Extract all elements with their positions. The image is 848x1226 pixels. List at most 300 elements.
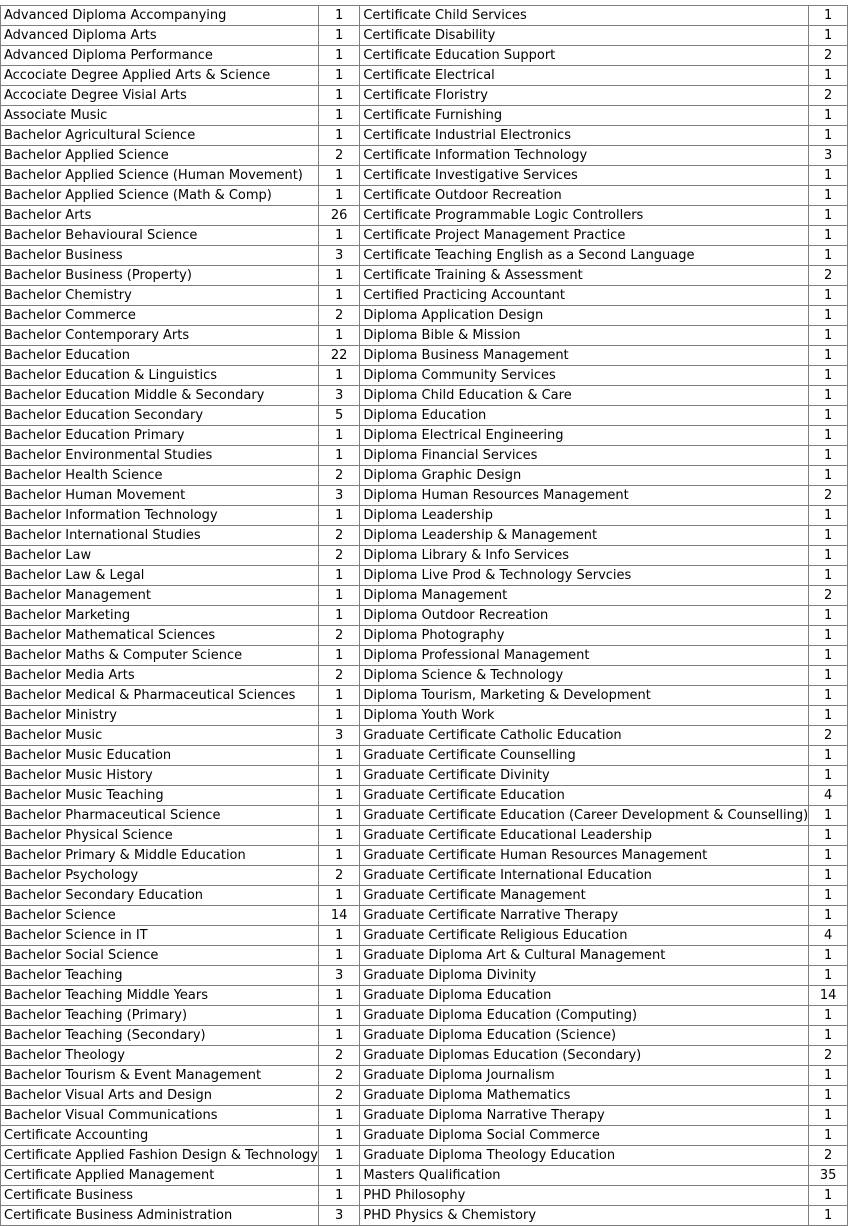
count-cell[interactable]: 1 — [809, 706, 848, 726]
qualification-cell[interactable]: Bachelor Behavioural Science — [1, 226, 319, 246]
count-cell[interactable]: 1 — [318, 1106, 359, 1126]
table-row — [1, 386, 848, 406]
count-cell[interactable]: 1 — [809, 346, 848, 366]
count-cell[interactable]: 1 — [809, 446, 848, 466]
qualification-cell[interactable]: Bachelor Business (Property) — [1, 266, 319, 286]
qualification-cell[interactable]: Graduate Certificate Educational Leadership — [360, 826, 809, 846]
table-row — [1, 406, 848, 426]
table-row — [1, 826, 848, 846]
qualification-cell[interactable]: Bachelor Applied Science (Human Movement) — [1, 166, 319, 186]
count-cell[interactable]: 1 — [809, 686, 848, 706]
qualification-cell[interactable]: Bachelor Secondary Education — [1, 886, 319, 906]
count-cell[interactable]: 1 — [809, 106, 848, 126]
count-cell[interactable]: 1 — [318, 746, 359, 766]
count-cell[interactable]: 1 — [809, 206, 848, 226]
count-cell[interactable]: 2 — [318, 306, 359, 326]
table-row — [1, 366, 848, 386]
qualification-cell[interactable]: Certificate Disability — [360, 26, 809, 46]
count-cell[interactable]: 2 — [809, 46, 848, 66]
qualification-cell[interactable]: Graduate Diploma Education — [360, 986, 809, 1006]
count-cell[interactable]: 1 — [809, 426, 848, 446]
table-row — [1, 6, 848, 26]
qualification-cell[interactable]: Graduate Diploma Education (Computing) — [360, 1006, 809, 1026]
count-cell[interactable]: 1 — [318, 426, 359, 446]
qualification-cell[interactable]: Bachelor Science in IT — [1, 926, 319, 946]
table-row — [1, 866, 848, 886]
table-row — [1, 66, 848, 86]
qualification-cell[interactable]: Certificate Industrial Electronics — [360, 126, 809, 146]
qualifications-table — [0, 5, 848, 1226]
qualification-cell[interactable]: Bachelor Psychology — [1, 866, 319, 886]
qualification-cell[interactable]: Certificate Business — [1, 1186, 319, 1206]
qualification-cell[interactable]: Graduate Diploma Social Commerce — [360, 1126, 809, 1146]
qualification-cell[interactable]: Bachelor Physical Science — [1, 826, 319, 846]
qualification-cell[interactable]: Diploma Education — [360, 406, 809, 426]
count-cell[interactable]: 1 — [809, 846, 848, 866]
table-row — [1, 1166, 848, 1186]
qualification-cell[interactable]: Certificate Information Technology — [360, 146, 809, 166]
count-cell[interactable]: 1 — [809, 1106, 848, 1126]
table-row — [1, 326, 848, 346]
qualification-cell[interactable]: Bachelor Chemistry — [1, 286, 319, 306]
table-row — [1, 926, 848, 946]
count-cell[interactable]: 1 — [809, 1006, 848, 1026]
count-cell[interactable]: 1 — [809, 286, 848, 306]
table-row — [1, 566, 848, 586]
qualification-cell[interactable]: Bachelor Education & Linguistics — [1, 366, 319, 386]
qualification-cell[interactable]: Certificate Programmable Logic Controllers — [360, 206, 809, 226]
table-row — [1, 146, 848, 166]
count-cell[interactable]: 2 — [318, 546, 359, 566]
count-cell[interactable]: 1 — [318, 686, 359, 706]
table-row — [1, 706, 848, 726]
qualification-cell[interactable]: Diploma Electrical Engineering — [360, 426, 809, 446]
table-row — [1, 746, 848, 766]
table-row — [1, 846, 848, 866]
qualification-cell[interactable]: Graduate Diplomas Education (Secondary) — [360, 1046, 809, 1066]
qualification-cell[interactable]: Bachelor International Studies — [1, 526, 319, 546]
qualification-cell[interactable]: Bachelor Teaching (Secondary) — [1, 1026, 319, 1046]
count-cell[interactable]: 1 — [318, 1126, 359, 1146]
count-cell[interactable]: 35 — [809, 1166, 848, 1186]
table-row — [1, 486, 848, 506]
qualification-cell[interactable]: Diploma Management — [360, 586, 809, 606]
qualification-cell[interactable]: Accociate Degree Applied Arts & Science — [1, 66, 319, 86]
table-row — [1, 526, 848, 546]
count-cell[interactable]: 4 — [809, 786, 848, 806]
table-row — [1, 686, 848, 706]
table-row — [1, 986, 848, 1006]
count-cell[interactable]: 2 — [809, 86, 848, 106]
table-row — [1, 946, 848, 966]
count-cell[interactable]: 1 — [809, 306, 848, 326]
count-cell[interactable]: 1 — [809, 526, 848, 546]
qualification-cell[interactable]: Certificate Business Administration — [1, 1206, 319, 1226]
qualification-cell[interactable]: Graduate Certificate International Education — [360, 866, 809, 886]
count-cell[interactable]: 3 — [318, 1206, 359, 1226]
qualification-cell[interactable]: Graduate Diploma Art & Cultural Management — [360, 946, 809, 966]
table-row — [1, 306, 848, 326]
qualification-cell[interactable]: Diploma Graphic Design — [360, 466, 809, 486]
qualification-cell[interactable]: Bachelor Visual Communications — [1, 1106, 319, 1126]
count-cell[interactable]: 1 — [318, 26, 359, 46]
count-cell[interactable]: 1 — [318, 506, 359, 526]
count-cell[interactable]: 2 — [318, 626, 359, 646]
table-row — [1, 626, 848, 646]
qualification-cell[interactable]: Diploma Application Design — [360, 306, 809, 326]
qualification-cell[interactable]: Certificate Electrical — [360, 66, 809, 86]
count-cell[interactable]: 1 — [809, 66, 848, 86]
count-cell[interactable]: 5 — [318, 406, 359, 426]
qualification-cell[interactable]: Bachelor Primary & Middle Education — [1, 846, 319, 866]
qualification-cell[interactable]: Bachelor Contemporary Arts — [1, 326, 319, 346]
table-row — [1, 586, 848, 606]
qualification-cell[interactable]: Diploma Community Services — [360, 366, 809, 386]
qualification-cell[interactable]: Diploma Business Management — [360, 346, 809, 366]
qualification-cell[interactable]: Bachelor Education Middle & Secondary — [1, 386, 319, 406]
count-cell[interactable]: 14 — [318, 906, 359, 926]
count-cell[interactable]: 1 — [318, 266, 359, 286]
count-cell[interactable]: 1 — [809, 826, 848, 846]
qualification-cell[interactable]: Bachelor Science — [1, 906, 319, 926]
count-cell[interactable]: 1 — [809, 906, 848, 926]
count-cell[interactable]: 1 — [809, 386, 848, 406]
count-cell[interactable]: 3 — [809, 146, 848, 166]
qualification-cell[interactable]: Graduate Certificate Management — [360, 886, 809, 906]
count-cell[interactable]: 2 — [318, 1086, 359, 1106]
qualification-cell[interactable]: Bachelor Education Primary — [1, 426, 319, 446]
count-cell[interactable]: 1 — [318, 986, 359, 1006]
qualification-cell[interactable]: Bachelor Commerce — [1, 306, 319, 326]
table-row — [1, 446, 848, 466]
count-cell[interactable]: 1 — [318, 886, 359, 906]
count-cell[interactable]: 1 — [318, 106, 359, 126]
table-row — [1, 766, 848, 786]
qualification-cell[interactable]: PHD Physics & Chemistory — [360, 1206, 809, 1226]
qualification-cell[interactable]: Bachelor Media Arts — [1, 666, 319, 686]
table-row — [1, 1006, 848, 1026]
qualification-cell[interactable]: Certificate Education Support — [360, 46, 809, 66]
table-row — [1, 1046, 848, 1066]
qualification-cell[interactable]: Certificate Training & Assessment — [360, 266, 809, 286]
count-cell[interactable]: 1 — [318, 286, 359, 306]
qualification-cell[interactable]: Bachelor Applied Science — [1, 146, 319, 166]
qualification-cell[interactable]: Bachelor Music History — [1, 766, 319, 786]
count-cell[interactable]: 1 — [809, 886, 848, 906]
qualification-cell[interactable]: Advanced Diploma Performance — [1, 46, 319, 66]
count-cell[interactable]: 1 — [318, 1006, 359, 1026]
qualification-cell[interactable]: Bachelor Tourism & Event Management — [1, 1066, 319, 1086]
qualification-cell[interactable]: Diploma Leadership — [360, 506, 809, 526]
count-cell[interactable]: 1 — [809, 166, 848, 186]
count-cell[interactable]: 1 — [318, 446, 359, 466]
count-cell[interactable]: 1 — [809, 1066, 848, 1086]
qualification-cell[interactable]: Graduate Certificate Catholic Education — [360, 726, 809, 746]
qualification-cell[interactable]: Bachelor Education — [1, 346, 319, 366]
count-cell[interactable]: 1 — [318, 326, 359, 346]
qualification-cell[interactable]: Bachelor Teaching (Primary) — [1, 1006, 319, 1026]
count-cell[interactable]: 1 — [809, 866, 848, 886]
count-cell[interactable]: 1 — [809, 1186, 848, 1206]
count-cell[interactable]: 1 — [809, 766, 848, 786]
count-cell[interactable]: 1 — [318, 1146, 359, 1166]
count-cell[interactable]: 1 — [318, 586, 359, 606]
qualification-cell[interactable]: Certificate Child Services — [360, 6, 809, 26]
qualification-cell[interactable]: Bachelor Arts — [1, 206, 319, 226]
qualification-cell[interactable]: Bachelor Music — [1, 726, 319, 746]
count-cell[interactable]: 1 — [809, 606, 848, 626]
table-row — [1, 1066, 848, 1086]
qualification-cell[interactable]: Diploma Photography — [360, 626, 809, 646]
qualification-cell[interactable]: Bachelor Social Science — [1, 946, 319, 966]
qualification-cell[interactable]: Bachelor Management — [1, 586, 319, 606]
table-row — [1, 966, 848, 986]
count-cell[interactable]: 1 — [809, 6, 848, 26]
count-cell[interactable]: 1 — [809, 546, 848, 566]
count-cell[interactable]: 1 — [809, 806, 848, 826]
qualification-cell[interactable]: Graduate Certificate Narrative Therapy — [360, 906, 809, 926]
qualification-cell[interactable]: Bachelor Education Secondary — [1, 406, 319, 426]
qualification-cell[interactable]: Bachelor Business — [1, 246, 319, 266]
qualification-cell[interactable]: Bachelor Agricultural Science — [1, 126, 319, 146]
table-row — [1, 46, 848, 66]
qualification-cell[interactable]: Graduate Diploma Journalism — [360, 1066, 809, 1086]
table-row — [1, 266, 848, 286]
qualification-cell[interactable]: Certificate Project Management Practice — [360, 226, 809, 246]
qualification-cell[interactable]: Graduate Diploma Divinity — [360, 966, 809, 986]
qualification-cell[interactable]: Bachelor Teaching — [1, 966, 319, 986]
count-cell[interactable]: 1 — [809, 646, 848, 666]
count-cell[interactable]: 1 — [318, 706, 359, 726]
qualification-cell[interactable]: Bachelor Law — [1, 546, 319, 566]
count-cell[interactable]: 2 — [318, 1066, 359, 1086]
qualification-cell[interactable]: Graduate Diploma Theology Education — [360, 1146, 809, 1166]
qualification-cell[interactable]: Bachelor Mathematical Sciences — [1, 626, 319, 646]
count-cell[interactable]: 4 — [809, 926, 848, 946]
count-cell[interactable]: 1 — [809, 966, 848, 986]
count-cell[interactable]: 1 — [318, 226, 359, 246]
count-cell[interactable]: 1 — [318, 786, 359, 806]
count-cell[interactable]: 3 — [318, 386, 359, 406]
table-row — [1, 106, 848, 126]
count-cell[interactable]: 14 — [809, 986, 848, 1006]
table-row — [1, 786, 848, 806]
qualification-cell[interactable]: Diploma Leadership & Management — [360, 526, 809, 546]
count-cell[interactable]: 1 — [318, 946, 359, 966]
qualification-cell[interactable]: Diploma Science & Technology — [360, 666, 809, 686]
qualification-cell[interactable]: Bachelor Health Science — [1, 466, 319, 486]
qualification-cell[interactable]: Certificate Accounting — [1, 1126, 319, 1146]
count-cell[interactable]: 1 — [318, 806, 359, 826]
table-row — [1, 186, 848, 206]
qualification-cell[interactable]: Graduate Diploma Narrative Therapy — [360, 1106, 809, 1126]
qualification-cell[interactable]: Masters Qualification — [360, 1166, 809, 1186]
qualification-cell[interactable]: Certificate Floristry — [360, 86, 809, 106]
qualification-cell[interactable]: Bachelor Music Education — [1, 746, 319, 766]
count-cell[interactable]: 1 — [809, 26, 848, 46]
qualification-cell[interactable]: Bachelor Applied Science (Math & Comp) — [1, 186, 319, 206]
qualification-cell[interactable]: Diploma Human Resources Management — [360, 486, 809, 506]
table-row — [1, 206, 848, 226]
count-cell[interactable]: 1 — [809, 1026, 848, 1046]
qualification-cell[interactable]: Certificate Furnishing — [360, 106, 809, 126]
count-cell[interactable]: 3 — [318, 486, 359, 506]
qualification-cell[interactable]: Accociate Degree Visial Arts — [1, 86, 319, 106]
count-cell[interactable]: 26 — [318, 206, 359, 226]
count-cell[interactable]: 1 — [318, 86, 359, 106]
qualification-cell[interactable]: Certificate Applied Fashion Design & Technology — [1, 1146, 319, 1166]
count-cell[interactable]: 1 — [809, 1086, 848, 1106]
table-row — [1, 226, 848, 246]
table-row — [1, 546, 848, 566]
qualification-cell[interactable]: Diploma Outdoor Recreation — [360, 606, 809, 626]
qualification-cell[interactable]: Bachelor Teaching Middle Years — [1, 986, 319, 1006]
count-cell[interactable]: 1 — [809, 466, 848, 486]
count-cell[interactable]: 2 — [809, 726, 848, 746]
count-cell[interactable]: 3 — [318, 966, 359, 986]
qualification-cell[interactable]: Certificate Outdoor Recreation — [360, 186, 809, 206]
qualification-cell[interactable]: Certified Practicing Accountant — [360, 286, 809, 306]
count-cell[interactable]: 1 — [809, 1126, 848, 1146]
count-cell[interactable]: 2 — [318, 1046, 359, 1066]
table-row — [1, 126, 848, 146]
qualification-cell[interactable]: Certificate Applied Management — [1, 1166, 319, 1186]
qualification-cell[interactable]: Graduate Diploma Mathematics — [360, 1086, 809, 1106]
qualification-cell[interactable]: Advanced Diploma Accompanying — [1, 6, 319, 26]
count-cell[interactable]: 1 — [318, 1186, 359, 1206]
qualification-cell[interactable]: Graduate Diploma Education (Science) — [360, 1026, 809, 1046]
count-cell[interactable]: 1 — [318, 66, 359, 86]
table-row — [1, 1206, 848, 1226]
qualification-cell[interactable]: Diploma Bible & Mission — [360, 326, 809, 346]
qualification-cell[interactable]: Diploma Library & Info Services — [360, 546, 809, 566]
count-cell[interactable]: 1 — [318, 126, 359, 146]
count-cell[interactable]: 1 — [809, 626, 848, 646]
qualification-cell[interactable]: Graduate Certificate Religious Education — [360, 926, 809, 946]
qualification-cell[interactable]: Bachelor Maths & Computer Science — [1, 646, 319, 666]
qualification-cell[interactable]: Diploma Tourism, Marketing & Development — [360, 686, 809, 706]
count-cell[interactable]: 3 — [318, 246, 359, 266]
qualification-cell[interactable]: Diploma Professional Management — [360, 646, 809, 666]
table-row — [1, 906, 848, 926]
count-cell[interactable]: 2 — [809, 1146, 848, 1166]
qualification-cell[interactable]: Bachelor Visual Arts and Design — [1, 1086, 319, 1106]
qualification-cell[interactable]: Advanced Diploma Arts — [1, 26, 319, 46]
table-row — [1, 286, 848, 306]
count-cell[interactable]: 1 — [318, 1166, 359, 1186]
count-cell[interactable]: 1 — [318, 166, 359, 186]
count-cell[interactable]: 1 — [809, 666, 848, 686]
count-cell[interactable]: 1 — [318, 366, 359, 386]
count-cell[interactable]: 1 — [318, 846, 359, 866]
qualification-cell[interactable]: Diploma Financial Services — [360, 446, 809, 466]
count-cell[interactable]: 2 — [318, 466, 359, 486]
count-cell[interactable]: 1 — [809, 946, 848, 966]
qualification-cell[interactable]: Bachelor Marketing — [1, 606, 319, 626]
qualification-cell[interactable]: Graduate Certificate Counselling — [360, 746, 809, 766]
qualification-cell[interactable]: Bachelor Environmental Studies — [1, 446, 319, 466]
count-cell[interactable]: 3 — [318, 726, 359, 746]
count-cell[interactable]: 2 — [318, 666, 359, 686]
count-cell[interactable]: 1 — [809, 746, 848, 766]
count-cell[interactable]: 1 — [318, 826, 359, 846]
count-cell[interactable]: 1 — [809, 126, 848, 146]
qualification-cell[interactable]: Graduate Certificate Education (Career Development & Counselling) — [360, 806, 809, 826]
count-cell[interactable]: 1 — [318, 606, 359, 626]
qualification-cell[interactable]: Diploma Youth Work — [360, 706, 809, 726]
count-cell[interactable]: 2 — [809, 586, 848, 606]
qualification-cell[interactable]: Bachelor Ministry — [1, 706, 319, 726]
table-row — [1, 466, 848, 486]
count-cell[interactable]: 1 — [809, 406, 848, 426]
count-cell[interactable]: 22 — [318, 346, 359, 366]
qualification-cell[interactable]: Diploma Live Prod & Technology Servcies — [360, 566, 809, 586]
qualification-cell[interactable]: Graduate Certificate Human Resources Management — [360, 846, 809, 866]
count-cell[interactable]: 1 — [809, 366, 848, 386]
count-cell[interactable]: 1 — [809, 226, 848, 246]
count-cell[interactable]: 1 — [809, 566, 848, 586]
table-row — [1, 886, 848, 906]
count-cell[interactable]: 1 — [318, 1026, 359, 1046]
count-cell[interactable]: 1 — [318, 6, 359, 26]
count-cell[interactable]: 1 — [318, 186, 359, 206]
count-cell[interactable]: 1 — [809, 186, 848, 206]
count-cell[interactable]: 1 — [318, 566, 359, 586]
qualification-cell[interactable]: Diploma Child Education & Care — [360, 386, 809, 406]
count-cell[interactable]: 1 — [809, 326, 848, 346]
qualification-cell[interactable]: Bachelor Medical & Pharmaceutical Sciences — [1, 686, 319, 706]
table-row — [1, 1146, 848, 1166]
table-row — [1, 666, 848, 686]
table-row — [1, 806, 848, 826]
table-row — [1, 166, 848, 186]
qualification-cell[interactable]: PHD Philosophy — [360, 1186, 809, 1206]
qualification-cell[interactable]: Certificate Investigative Services — [360, 166, 809, 186]
qualification-cell[interactable]: Bachelor Human Movement — [1, 486, 319, 506]
count-cell[interactable]: 2 — [318, 146, 359, 166]
table-row — [1, 646, 848, 666]
count-cell[interactable]: 1 — [809, 506, 848, 526]
table-row — [1, 606, 848, 626]
count-cell[interactable]: 1 — [809, 246, 848, 266]
count-cell[interactable]: 1 — [318, 926, 359, 946]
count-cell[interactable]: 1 — [318, 646, 359, 666]
qualification-cell[interactable]: Bachelor Theology — [1, 1046, 319, 1066]
table-row — [1, 26, 848, 46]
table-row — [1, 1026, 848, 1046]
table-row — [1, 86, 848, 106]
qualification-cell[interactable]: Bachelor Music Teaching — [1, 786, 319, 806]
qualification-cell[interactable]: Graduate Certificate Divinity — [360, 766, 809, 786]
qualification-cell[interactable]: Bachelor Pharmaceutical Science — [1, 806, 319, 826]
qualification-cell[interactable]: Bachelor Law & Legal — [1, 566, 319, 586]
table-row — [1, 1186, 848, 1206]
count-cell[interactable]: 2 — [318, 866, 359, 886]
count-cell[interactable]: 2 — [318, 526, 359, 546]
qualification-cell[interactable]: Graduate Certificate Education — [360, 786, 809, 806]
qualification-cell[interactable]: Associate Music — [1, 106, 319, 126]
table-row — [1, 1106, 848, 1126]
count-cell[interactable]: 1 — [318, 46, 359, 66]
qualification-cell[interactable]: Bachelor Information Technology — [1, 506, 319, 526]
count-cell[interactable]: 1 — [318, 766, 359, 786]
count-cell[interactable]: 2 — [809, 486, 848, 506]
count-cell[interactable]: 2 — [809, 1046, 848, 1066]
qualification-cell[interactable]: Certificate Teaching English as a Second Language — [360, 246, 809, 266]
count-cell[interactable]: 2 — [809, 266, 848, 286]
table-row — [1, 1126, 848, 1146]
count-cell[interactable]: 1 — [809, 1206, 848, 1226]
